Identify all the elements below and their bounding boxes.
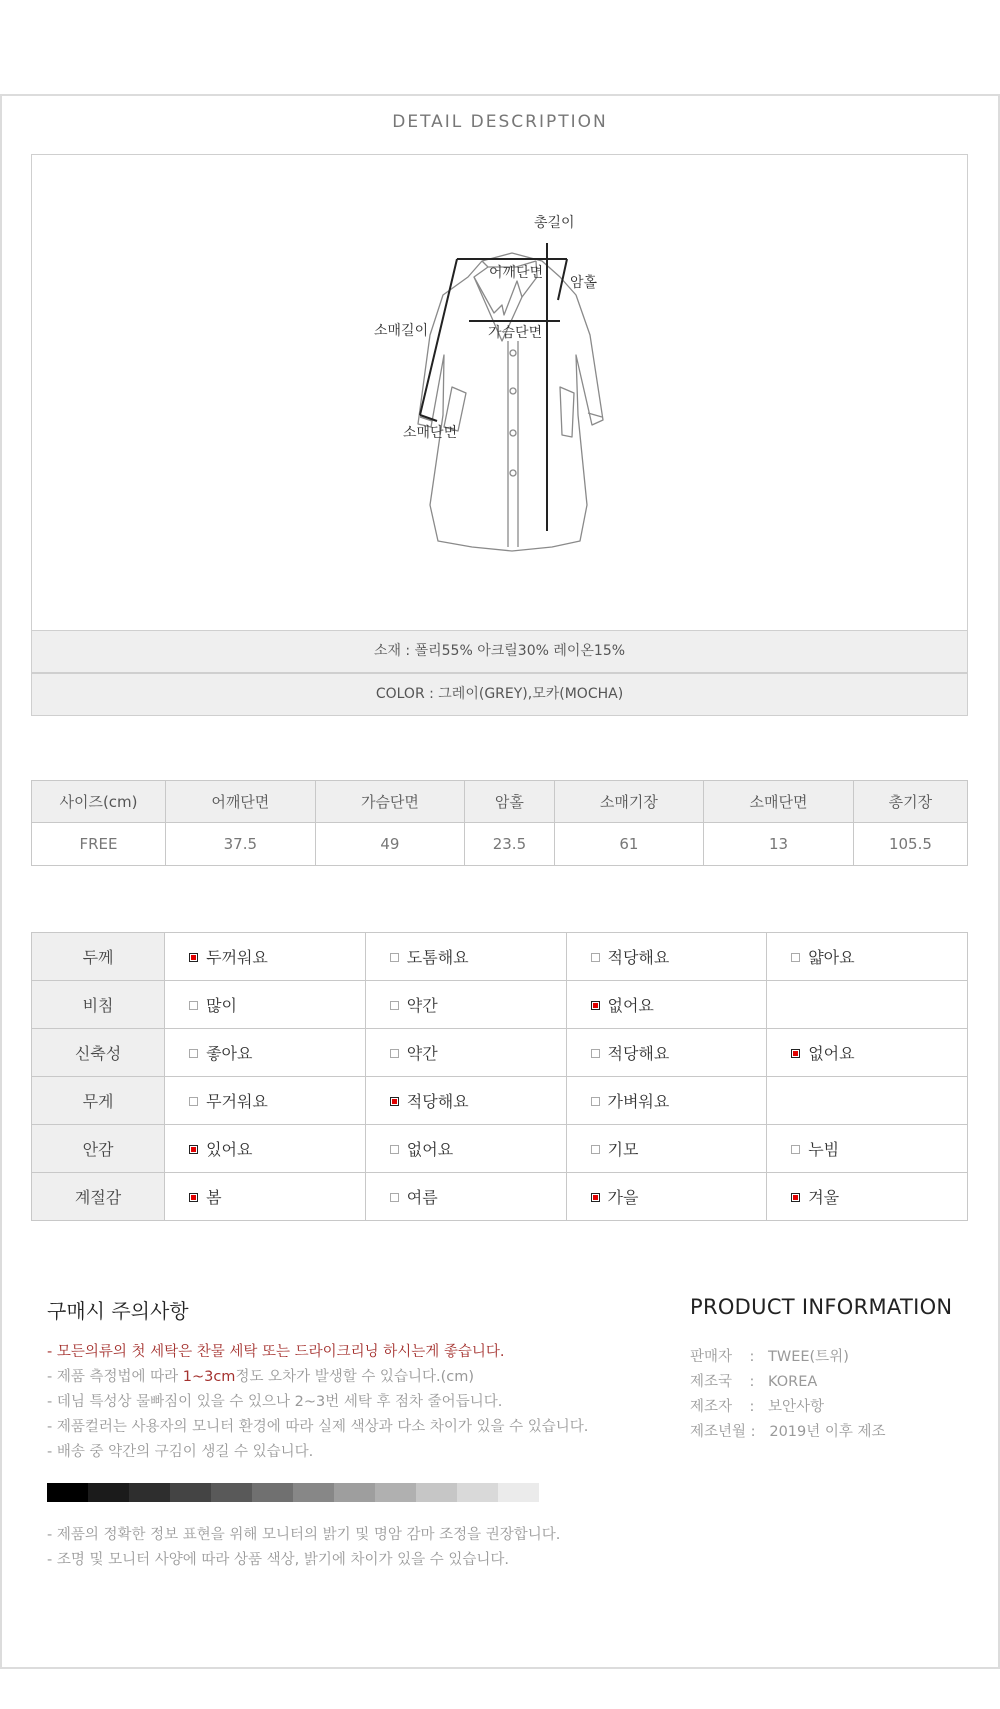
date-key: 제조년월 : [690, 1424, 756, 1440]
fabric-option-label: 얇아요 [808, 948, 855, 967]
fabric-category: 무게 [32, 1077, 165, 1125]
fabric-option-label: 없어요 [808, 1044, 855, 1063]
size-header-cell: 암홀 [465, 781, 554, 823]
label-shoulder: 어깨단면 [489, 265, 544, 281]
size-value-cell: 37.5 [166, 823, 316, 866]
fabric-option [566, 981, 767, 1029]
fabric-option [767, 1125, 968, 1173]
size-header-cell: 소매단면 [704, 781, 854, 823]
unchecked-box-icon [791, 953, 800, 962]
fabric-option [365, 1173, 566, 1221]
size-header-cell: 소매기장 [554, 781, 704, 823]
separator: : [749, 1374, 755, 1390]
notice-list [47, 1340, 588, 1465]
size-value-cell: FREE [32, 823, 166, 866]
fabric-option-label: 여름 [406, 1188, 438, 1207]
size-header-cell: 어깨단면 [166, 781, 316, 823]
fabric-option [767, 1173, 968, 1221]
gray-swatch [252, 1483, 293, 1502]
fabric-option-label: 도톰해요 [406, 948, 469, 967]
fabric-category: 두께 [32, 933, 165, 981]
product-info-list [690, 1345, 886, 1445]
fabric-row [32, 1173, 968, 1221]
fabric-option [566, 1173, 767, 1221]
fabric-option-label: 누빔 [808, 1140, 840, 1159]
notice-text: 정도 오차가 발생할 수 있습니다.(cm) [235, 1369, 474, 1385]
material-row: 소재 : 폴리55% 아크릴30% 레이온15% [31, 630, 968, 673]
fabric-option [365, 1029, 566, 1077]
country-key: 제조국 [690, 1374, 733, 1390]
label-chest: 가슴단면 [488, 325, 543, 341]
checked-box-icon [189, 1193, 198, 1202]
fabric-option [566, 1029, 767, 1077]
fabric-option [566, 1125, 767, 1173]
checked-box-icon [591, 1193, 600, 1202]
fabric-option [165, 1077, 366, 1125]
size-header-cell: 가슴단면 [315, 781, 465, 823]
fabric-option [165, 981, 366, 1029]
size-value-cell: 23.5 [465, 823, 554, 866]
coat-diagram [31, 154, 968, 630]
unchecked-box-icon [390, 1145, 399, 1154]
fabric-option-label: 약간 [406, 1044, 438, 1063]
color-row: COLOR : 그레이(GREY),모카(MOCHA) [31, 673, 968, 716]
fabric-row [32, 1077, 968, 1125]
fabric-option-label: 있어요 [206, 1140, 253, 1159]
label-total-length: 총길이 [534, 215, 575, 231]
fabric-option [365, 1125, 566, 1173]
maker-value: 보안사항 [768, 1399, 825, 1415]
gray-swatch [170, 1483, 211, 1502]
fabric-option [365, 981, 566, 1029]
gray-swatch [211, 1483, 252, 1502]
label-sleeve-length: 소매길이 [374, 323, 429, 339]
unchecked-box-icon [791, 1145, 800, 1154]
separator: : [749, 1349, 755, 1365]
fabric-row [32, 1029, 968, 1077]
fabric-option-label: 약간 [406, 996, 438, 1015]
gray-swatch [47, 1483, 88, 1502]
gray-swatch [293, 1483, 334, 1502]
fabric-option [767, 1029, 968, 1077]
gray-swatch [498, 1483, 539, 1502]
notice-line: - 제품컬러는 사용자의 모니터 환경에 따라 실제 색상과 다소 차이가 있을 수 있습니다. [47, 1419, 589, 1435]
checked-box-icon [791, 1193, 800, 1202]
notice-line: - 조명 및 모니터 사양에 따라 상품 색상, 밝기에 차이가 있을 수 있습니다. [47, 1552, 509, 1568]
fabric-option [165, 1125, 366, 1173]
gray-swatch [457, 1483, 498, 1502]
fabric-category: 안감 [32, 1125, 165, 1173]
fabric-row [32, 933, 968, 981]
notice-highlight: 1~3cm [182, 1369, 236, 1385]
seller-key: 판매자 [690, 1349, 733, 1365]
date-value: 2019년 이후 제조 [769, 1424, 886, 1440]
gray-scale-bar [47, 1483, 539, 1502]
fabric-category: 계절감 [32, 1173, 165, 1221]
size-value-cell: 13 [704, 823, 854, 866]
fabric-option-label: 가벼워요 [607, 1092, 670, 1111]
product-info-title: PRODUCT INFORMATION [690, 1295, 953, 1319]
size-header-cell: 총기장 [853, 781, 967, 823]
fabric-row [32, 981, 968, 1029]
fabric-option [767, 933, 968, 981]
size-table-row [32, 823, 968, 866]
unchecked-box-icon [591, 1097, 600, 1106]
fabric-feel-table [31, 932, 968, 1221]
fabric-option-label: 두꺼워요 [206, 948, 268, 967]
empty-cell [767, 1077, 968, 1125]
gray-swatch [88, 1483, 129, 1502]
notice-line: - 모든의류의 첫 세탁은 찬물 세탁 또는 드라이크리닝 하시는게 좋습니다. [47, 1344, 505, 1360]
fabric-option [566, 1077, 767, 1125]
fabric-option [365, 933, 566, 981]
seller-value: TWEE(트위) [768, 1349, 849, 1365]
unchecked-box-icon [189, 1001, 198, 1010]
notice-line [47, 1365, 588, 1390]
gray-swatch [416, 1483, 457, 1502]
fabric-option-label: 겨울 [808, 1188, 840, 1207]
fabric-option [165, 933, 366, 981]
unchecked-box-icon [591, 953, 600, 962]
checked-box-icon [189, 1145, 198, 1154]
gray-swatch [334, 1483, 375, 1502]
notice-line: - 배송 중 약간의 구김이 생길 수 있습니다. [47, 1444, 314, 1460]
fabric-option-label: 많이 [206, 996, 237, 1015]
unchecked-box-icon [189, 1097, 198, 1106]
fabric-category: 신축성 [32, 1029, 165, 1077]
unchecked-box-icon [390, 1193, 399, 1202]
fabric-option-label: 봄 [206, 1188, 222, 1207]
fabric-option-label: 적당해요 [607, 948, 670, 967]
checked-box-icon [591, 1001, 600, 1010]
coat-illustration [32, 155, 969, 631]
fabric-option-label: 좋아요 [206, 1044, 253, 1063]
unchecked-box-icon [390, 1049, 399, 1058]
fabric-option-label: 무거워요 [206, 1092, 268, 1111]
unchecked-box-icon [390, 1001, 399, 1010]
checked-box-icon [791, 1049, 800, 1058]
product-info-row [690, 1345, 886, 1370]
fabric-option [165, 1029, 366, 1077]
fabric-option [566, 933, 767, 981]
size-value-cell: 105.5 [853, 823, 967, 866]
unchecked-box-icon [591, 1145, 600, 1154]
fabric-option-label: 기모 [607, 1140, 639, 1159]
notice-line: - 데님 특성상 물빠짐이 있을 수 있으나 2~3번 세탁 후 점차 줄어듭니다. [47, 1394, 503, 1410]
maker-key: 제조자 [690, 1399, 733, 1415]
fabric-option-label: 가을 [607, 1188, 639, 1207]
fabric-option-label: 없어요 [406, 1140, 454, 1159]
unchecked-box-icon [390, 953, 399, 962]
size-table [31, 780, 968, 866]
fabric-row [32, 1125, 968, 1173]
size-header-cell: 사이즈(cm) [32, 781, 166, 823]
monitor-notice [47, 1523, 560, 1573]
product-info-row [690, 1370, 886, 1395]
empty-cell [767, 981, 968, 1029]
fabric-option-label: 적당해요 [406, 1092, 469, 1111]
size-value-cell: 61 [554, 823, 704, 866]
fabric-category: 비침 [32, 981, 165, 1029]
checked-box-icon [390, 1097, 399, 1106]
label-sleeve-width: 소매단면 [403, 425, 458, 441]
separator: : [749, 1399, 755, 1415]
product-info-row [690, 1420, 886, 1445]
notice-line: - 제품의 정확한 정보 표현을 위해 모니터의 밝기 및 명암 감마 조정을 권장합니다. [47, 1527, 561, 1543]
fabric-option-label: 적당해요 [607, 1044, 670, 1063]
fabric-option [165, 1173, 366, 1221]
gray-swatch [375, 1483, 416, 1502]
product-info-row [690, 1395, 886, 1420]
country-value: KOREA [768, 1374, 818, 1390]
size-table-header [32, 781, 968, 823]
section-title: DETAIL DESCRIPTION [392, 112, 608, 132]
fabric-option-label: 없어요 [607, 996, 654, 1015]
label-armhole: 암홀 [570, 275, 598, 291]
notice-title: 구매시 주의사항 [47, 1299, 189, 1323]
size-value-cell: 49 [315, 823, 465, 866]
gray-swatch [129, 1483, 170, 1502]
checked-box-icon [189, 953, 198, 962]
notice-text: - 제품 측정법에 따라 [47, 1369, 183, 1385]
unchecked-box-icon [189, 1049, 198, 1058]
unchecked-box-icon [591, 1049, 600, 1058]
fabric-option [365, 1077, 566, 1125]
